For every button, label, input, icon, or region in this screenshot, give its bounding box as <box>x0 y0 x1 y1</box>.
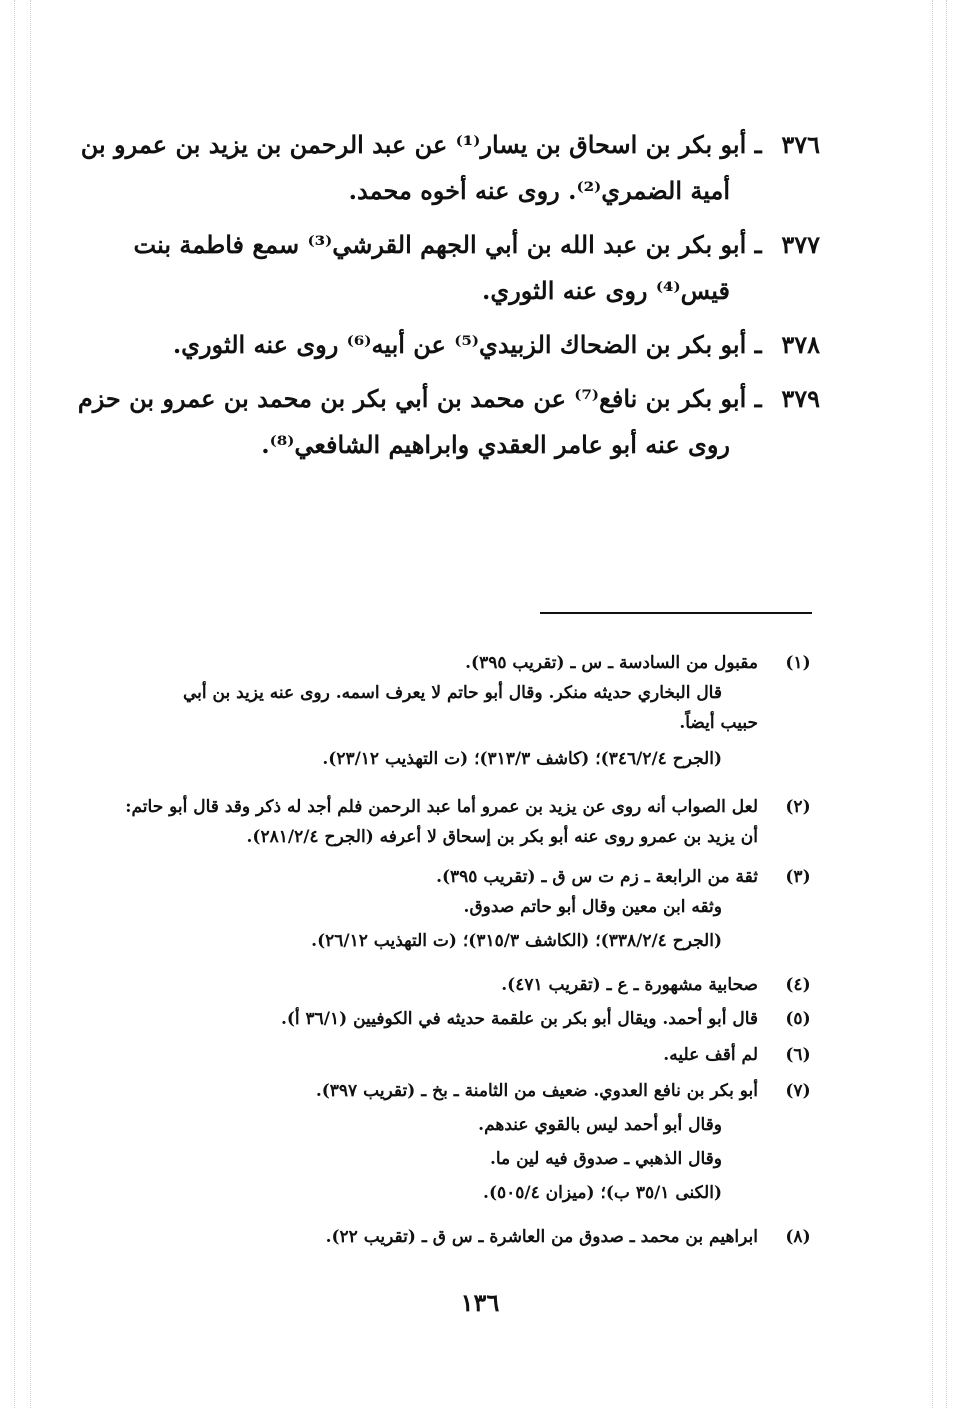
entry-text: أبو بكر بن اسحاق بن يسار⁽¹⁾ عن عبد الرحمن بن يزيد بن عمرو بن <box>80 130 747 159</box>
footnote-number: (٣) <box>785 867 811 887</box>
footnote-line: صحابية مشهورة ـ ع ـ (تقريب ٤٧١). <box>501 975 758 995</box>
footnote-line: وثقه ابن معين وقال أبو حاتم صدوق. <box>463 897 722 917</box>
footnote-4 <box>100 970 820 1000</box>
footnote-line: (الجرح ٣٤٦/٢/٤)؛ (كاشف ٣١٣/٣)؛ (ت التهذيب ٢٣/١٢). <box>322 749 722 769</box>
footnote-7 <box>100 1076 820 1208</box>
footnote-line: ابراهيم بن محمد ـ صدوق من العاشرة ـ س ق ـ (تقريب ٢٢). <box>325 1227 758 1247</box>
footnote-line: (الكنى ٣٥/١ ب)؛ (ميزان ٥٠٥/٤). <box>483 1183 722 1203</box>
scan-edge-dots <box>14 0 15 1408</box>
entry-number: ٣٧٦ <box>781 130 820 159</box>
entry-first-line: ٣٧٨ ـ أبو بكر بن الضحاك الزبيدي⁽⁵⁾ عن أبيه⁽⁶⁾ روى عنه الثوري. <box>108 322 820 368</box>
footnote-number: (٧) <box>785 1081 811 1101</box>
entry-378 <box>108 322 820 368</box>
footnote-line: أبو بكر بن نافع العدوي. ضعيف من الثامنة ـ بخ ـ (تقريب ٣٩٧). <box>315 1081 758 1101</box>
footnote-line: قال أبو أحمد. ويقال أبو بكر بن علقمة حديثه في الكوفيين (٣٦/١ أ). <box>280 1009 758 1029</box>
footnote-line: لعل الصواب أنه روى عن يزيد بن عمرو أما عبد الرحمن فلم أجد له ذكر وقد قال أبو حاتم: <box>125 797 758 817</box>
entry-text: أبو بكر بن عبد الله بن أبي الجهم القرشي⁽³⁾ سمع فاطمة بنت <box>133 230 747 259</box>
scan-edge-dots <box>932 0 933 1408</box>
scan-edge-dots <box>30 0 31 1408</box>
footnote-line: وقال أبو أحمد ليس بالقوي عندهم. <box>478 1115 722 1135</box>
footnote-number: (١) <box>785 653 811 673</box>
footnote-line: لم أقف عليه. <box>663 1045 758 1065</box>
entry-number: ٣٧٧ <box>781 230 820 259</box>
footnote-line: ثقة من الرابعة ـ زم ت س ق ـ (تقريب ٣٩٥). <box>436 867 758 887</box>
entry-first-line: ٣٧٩ ـ أبو بكر بن نافع⁽⁷⁾ عن محمد بن أبي بكر بن محمد بن عمرو بن حزم <box>108 376 820 422</box>
footnote-number: (٦) <box>785 1045 811 1065</box>
footnote-1 <box>100 648 820 774</box>
footnote-6 <box>100 1040 820 1070</box>
footnote-number: (٢) <box>785 797 811 817</box>
entry-first-line: ٣٧٧ ـ أبو بكر بن عبد الله بن أبي الجهم القرشي⁽³⁾ سمع فاطمة بنت <box>108 222 820 268</box>
footnote-number: (٥) <box>785 1009 811 1029</box>
entry-continuation: روى عنه أبو عامر العقدي وابراهيم الشافعي⁽⁸⁾. <box>261 430 730 459</box>
footnote-line: أن يزيد بن عمرو روى عنه أبو بكر بن إسحاق لا أعرفه (الجرح ٢٨١/٢/٤). <box>246 827 758 847</box>
entry-continuation: أمية الضمري⁽²⁾. روى عنه أخوه محمد. <box>348 176 730 205</box>
footnote-2 <box>100 792 820 852</box>
footnote-number: (٨) <box>785 1227 811 1247</box>
footnote-separator <box>540 612 812 614</box>
footnote-line: (الجرح ٣٣٨/٢/٤)؛ (الكاشف ٣١٥/٣)؛ (ت التهذيب ٢٦/١٢). <box>311 931 722 951</box>
entry-377 <box>108 222 820 314</box>
entry-text: أبو بكر بن الضحاك الزبيدي⁽⁵⁾ عن أبيه⁽⁶⁾ روى عنه الثوري. <box>172 330 747 359</box>
entry-379 <box>77 376 820 468</box>
footnote-line: مقبول من السادسة ـ س ـ (تقريب ٣٩٥). <box>465 653 758 673</box>
footnote-8 <box>100 1222 820 1252</box>
footnote-3 <box>100 862 820 956</box>
footnote-line: حبيب أيضاً. <box>679 713 758 733</box>
entry-number: ٣٧٩ <box>781 384 820 413</box>
footnote-5 <box>100 1004 820 1034</box>
footnote-line: قال البخاري حديثه منكر. وقال أبو حاتم لا يعرف اسمه. روى عنه يزيد بن أبي <box>182 683 722 703</box>
entry-first-line: ٣٧٦ ـ أبو بكر بن اسحاق بن يسار⁽¹⁾ عن عبد الرحمن بن يزيد بن عمرو بن <box>108 122 820 168</box>
entry-376 <box>80 122 820 214</box>
entry-text: أبو بكر بن نافع⁽⁷⁾ عن محمد بن أبي بكر بن محمد بن عمرو بن حزم <box>77 384 747 413</box>
page-number: ١٣٦ <box>460 1288 500 1317</box>
footnote-line: وقال الذهبي ـ صدوق فيه لين ما. <box>489 1149 722 1169</box>
entry-number: ٣٧٨ <box>781 330 820 359</box>
entry-continuation: قيس⁽⁴⁾ روى عنه الثوري. <box>482 276 730 305</box>
footnote-number: (٤) <box>785 975 811 995</box>
scan-edge-dots <box>946 0 947 1408</box>
